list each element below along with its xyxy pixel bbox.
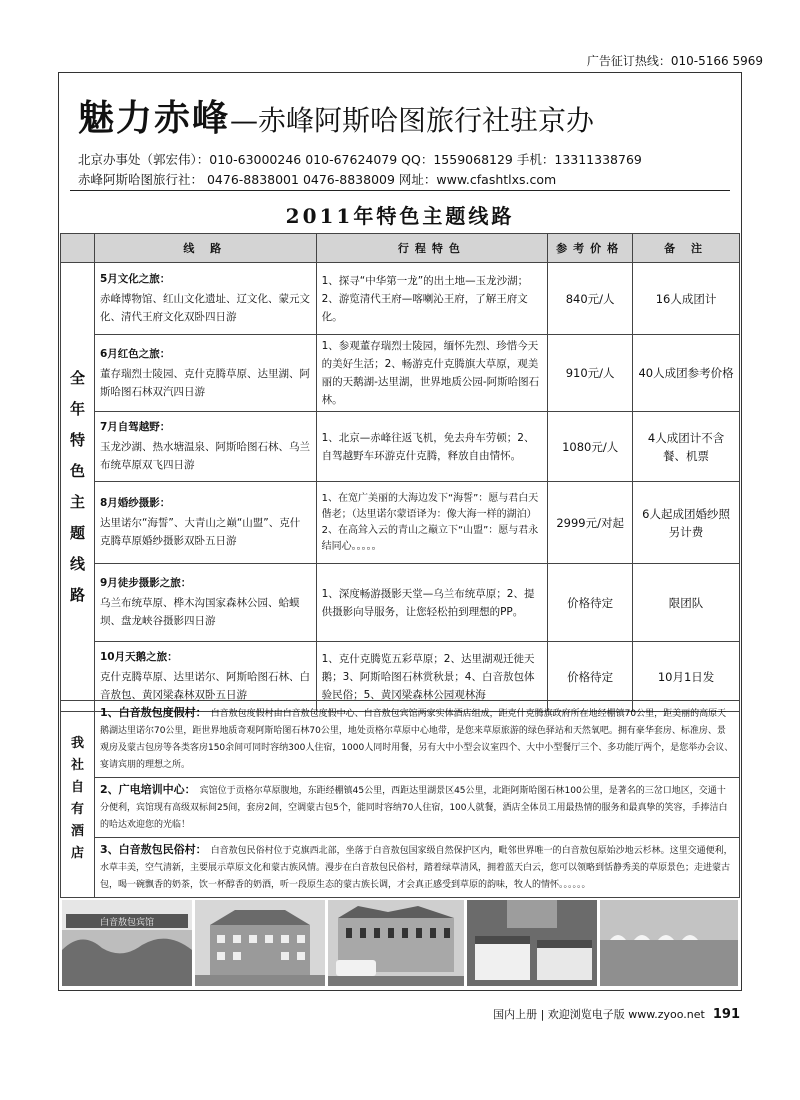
route-price: 1080元/人 (548, 412, 633, 482)
hotel-title: 2、广电培训中心： (99, 783, 196, 796)
hotel-entry (94, 838, 739, 898)
route-desc: 乌兰布统草原、桦木沟国家森林公园、蛤蟆坝、盘龙峡谷摄影四日游 (99, 597, 300, 627)
routes-table (60, 233, 740, 712)
header-note: 备 注 (633, 234, 740, 263)
route-cell (94, 564, 316, 642)
footer-text: 国内上册 | 欢迎浏览电子版 www.zyoo.net (493, 1008, 705, 1021)
hotel-row (61, 701, 740, 778)
route-desc: 玉龙沙湖、热水塘温泉、阿斯哈图石林、乌兰布统草原双飞四日游 (99, 441, 310, 471)
section-title: 2011年特色主题线路 (285, 204, 515, 228)
hotel-title: 3、白音敖包民俗村： (99, 843, 207, 856)
route-features: 1、北京—赤峰往返飞机，免去舟车劳顿；2、自驾越野车环游克什克腾，释放自由情怀。 (316, 412, 548, 482)
header-price: 参考价格 (548, 234, 633, 263)
route-desc: 董存瑞烈士陵园、克什克腾草原、达里湖、阿斯哈图石林双汽四日游 (99, 367, 310, 398)
route-price: 价格待定 (548, 642, 633, 712)
header-title-rest: —赤峰阿斯哈图旅行社驻京办 (230, 104, 595, 137)
route-title: 7月自驾越野： (99, 421, 171, 433)
header-title-big: 魅力赤峰 (78, 97, 231, 139)
route-cell (94, 482, 316, 564)
hotel-sign-photo (62, 900, 192, 986)
route-price: 840元/人 (548, 263, 633, 335)
route-title: 10月天鹅之旅： (99, 651, 178, 663)
hotels-side-label: 我 社 自 有 酒 店 (61, 701, 95, 898)
route-price: 2999元/对起 (548, 482, 633, 564)
route-price: 910元/人 (548, 335, 633, 412)
table-row (61, 482, 740, 564)
table-row (61, 335, 740, 412)
route-note: 10月1日发 (633, 642, 740, 712)
hotel-row (61, 838, 740, 898)
route-note: 限团队 (633, 564, 740, 642)
table-row (61, 263, 740, 335)
table-row (61, 412, 740, 482)
route-features: 1、参观董存瑞烈士陵园，缅怀先烈、珍惜今天的美好生活；2、畅游克什克腾旗大草原，观美丽的天鹅湖-达里湖，世界地质公园-阿斯哈图石林。 (316, 335, 548, 412)
route-note: 6人起成团婚纱照另计费 (633, 482, 740, 564)
route-cell (94, 335, 316, 412)
contact-line-beijing: 北京办事处（郭宏伟）：010-63000246 010-67624079 QQ：1559068129 手机：13311338769 (78, 152, 642, 167)
route-note: 40人成团参考价格 (633, 335, 740, 412)
route-cell (94, 412, 316, 482)
hotel-sign-text: 白音敖包宾馆 (99, 918, 155, 928)
route-desc: 克什克腾草原、达里诺尔、阿斯哈图石林、白音敖包、黄冈梁森林双卧五日游 (99, 671, 310, 701)
route-desc: 赤峰博物馆、红山文化遗址、辽文化、蒙元文化、清代王府文化双卧四日游 (99, 293, 310, 323)
training-center-photo (328, 900, 464, 986)
hotel-row (61, 778, 740, 838)
hotel-title: 1、白音敖包度假村： (99, 706, 207, 719)
routes-table-header (61, 234, 740, 263)
hotels-table (60, 700, 740, 898)
ad-hotline: 广告征订热线：010-5166 5969 (586, 54, 763, 68)
hotel-room-photo (467, 900, 597, 986)
header-features: 行程特色 (316, 234, 548, 263)
hotel-desc: 宾馆位于贡格尔草原腹地，东距经棚镇45公里，西距达里湖景区45公里，北距阿斯哈图石林100公里，是著名的三岔口地区，交通十分便利，宾馆现有高级双标间25间，套房2间，空调蒙古包5个，能同时容纳70人住宿，100人就餐，酒店全体员工用最热情的服务和最真挚的笑容，手捧洁白的哈达欢迎您的光临！ (99, 786, 728, 830)
header-route: 线 路 (94, 234, 316, 263)
table-row (61, 564, 740, 642)
route-note: 4人成团计不含餐、机票 (633, 412, 740, 482)
route-title: 8月婚纱摄影： (99, 497, 171, 509)
page-number: 191 (712, 1007, 740, 1022)
route-features: 1、探寻“中华第一龙”的出土地—玉龙沙湖；2、游览清代王府—喀喇沁王府，了解王府文化。 (316, 263, 548, 335)
routes-side-label: 全 年 特 色 主 题 线 路 (61, 263, 95, 712)
route-note: 16人成团计 (633, 263, 740, 335)
hotel-building-photo (195, 900, 325, 986)
route-features: 1、深度畅游摄影天堂—乌兰布统草原；2、提供摄影向导服务，让您轻松拍到理想的PP。 (316, 564, 548, 642)
header-blank-cell (61, 234, 95, 263)
hotel-entry (94, 701, 739, 778)
route-title: 9月徒步摄影之旅： (99, 577, 192, 589)
yurt-village-photo (600, 900, 738, 986)
page-header (78, 90, 728, 139)
route-features: 1、在宽广美丽的大海边发下“海誓”：愿与君白天偕老；（达里诺尔蒙语译为：像大海一样的湖泊）2、在高耸入云的青山之巅立下“山盟”：愿与君永结同心。。。。。 (316, 482, 548, 564)
photo-strip (62, 898, 738, 988)
route-features: 1、克什克腾览五彩草原；2、达里湖观迁徙天鹅；3、阿斯哈图石林赏秋景；4、白音敖包体验民俗；5、黄冈梁森林公园观林海 (316, 642, 548, 712)
hotel-desc: 白音敖包民俗村位于克旗西北部，坐落于白音敖包国家级自然保护区内，毗邻世界唯一的白音敖包原始沙地云杉林。这里交通便利，水草丰美，空气清新，主要展示草原文化和蒙古族风情。漫步在白音敖包民俗村，踏着绿草清风，拥着蓝天白云，您可以领略到恬静秀美的草原景色；走进蒙古包，喝一碗飘香的奶茶，饮一杯醇香的奶酒，听一段原生态的蒙古族长调，才会真正感受到草原的韵味，牧人的情怀。。。。。。 (99, 846, 733, 890)
contact-line-chifeng: 赤峰阿斯哈图旅行社： 0476-8838001 0476-8838009 网址：www.cfashtlxs.com (78, 172, 557, 187)
route-title: 6月红色之旅： (99, 347, 171, 360)
page-footer (60, 1006, 740, 1022)
route-title: 5月文化之旅： (99, 273, 171, 285)
header-divider (70, 190, 730, 191)
route-desc: 达里诺尔“海誓”、大青山之巅“山盟”、克什克腾草原婚纱摄影双卧五日游 (99, 517, 301, 547)
hotel-entry (94, 778, 739, 838)
hotel-desc: 白音敖包度假村由白音敖包度假中心、白音敖包宾馆两家实体酒店组成，距克什克腾旗政府所在地经棚镇70公里，距美丽的高原天鹅湖达里诺尔70公里，距世界地质奇观阿斯哈图石林70公里，地处贡格尔草原中心地带，是您来草原旅游的绿色驿站和天然氧吧。拥有豪华套房、标准房、景观房及蒙古包房等各类客房150余间可同时容纳300人住宿，1000人同时用餐，另有大中小型会议室四个、大中小型餐厅三个、多功能厅两个，是您举办会议、宴请宾朋的理想之所。 (99, 709, 734, 770)
route-price: 价格待定 (548, 564, 633, 642)
route-cell (94, 263, 316, 335)
